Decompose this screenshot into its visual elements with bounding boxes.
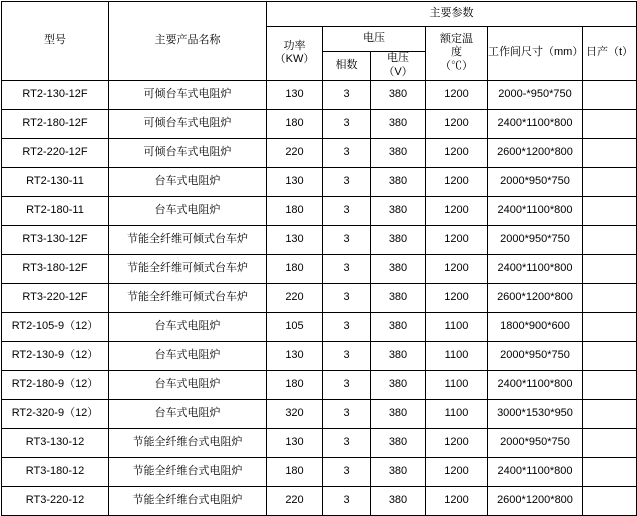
cell-voltage: 380 [371,80,426,109]
cell-voltage: 380 [371,225,426,254]
cell-phase: 3 [323,109,371,138]
cell-work-size: 2400*1100*800 [488,370,583,399]
table-row [2,457,637,486]
cell-work-size: 3000*1530*950 [488,399,583,428]
cell-daily-output [583,486,637,515]
cell-power: 180 [267,370,323,399]
cell-phase: 3 [323,283,371,312]
table-row [2,341,637,370]
cell-daily-output [583,370,637,399]
cell-daily-output [583,254,637,283]
cell-model: RT2-130-9（12） [2,341,109,370]
cell-phase: 3 [323,370,371,399]
column-header-voltage [371,52,426,81]
cell-product-name: 台车式电阻炉 [109,399,267,428]
cell-product-name: 节能全纤维可倾式台车炉 [109,254,267,283]
column-header-model: 型号 [2,2,109,81]
cell-phase: 3 [323,312,371,341]
column-header-rated-temperature [426,27,488,81]
table-body [2,80,637,515]
cell-model: RT3-130-12F [2,225,109,254]
cell-power: 180 [267,457,323,486]
cell-phase: 3 [323,428,371,457]
cell-daily-output [583,138,637,167]
table-row [2,254,637,283]
column-header-power [267,27,323,81]
column-header-voltage-group: 电压 [323,27,426,52]
table-row [2,370,637,399]
cell-daily-output [583,399,637,428]
table-row [2,428,637,457]
cell-product-name: 可倾台车式电阻炉 [109,138,267,167]
cell-product-name: 节能全纤维台式电阻炉 [109,486,267,515]
cell-temperature: 1200 [426,167,488,196]
cell-power: 180 [267,254,323,283]
cell-voltage: 380 [371,138,426,167]
cell-temperature: 1200 [426,428,488,457]
cell-voltage: 380 [371,283,426,312]
cell-voltage: 380 [371,312,426,341]
cell-daily-output [583,283,637,312]
table-row [2,167,637,196]
table-row [2,486,637,515]
table-row [2,312,637,341]
cell-voltage: 380 [371,370,426,399]
cell-model: RT3-220-12F [2,283,109,312]
cell-model: RT2-130-12F [2,80,109,109]
column-header-temp-line1: 额定温 [440,32,473,45]
cell-power: 130 [267,341,323,370]
column-header-power-line1: 功率 [283,39,306,52]
cell-temperature: 1100 [426,312,488,341]
cell-product-name: 节能全纤维台式电阻炉 [109,457,267,486]
cell-temperature: 1200 [426,225,488,254]
cell-temperature: 1200 [426,109,488,138]
column-header-main-parameters: 主要参数 [267,2,637,27]
cell-phase: 3 [323,196,371,225]
cell-work-size: 2000-*950*750 [488,80,583,109]
cell-work-size: 2400*1100*800 [488,457,583,486]
cell-product-name: 台车式电阻炉 [109,370,267,399]
cell-voltage: 380 [371,428,426,457]
cell-voltage: 380 [371,109,426,138]
cell-product-name: 节能全纤维可倾式台车炉 [109,283,267,312]
cell-work-size: 2600*1200*800 [488,138,583,167]
cell-phase: 3 [323,399,371,428]
table-row [2,225,637,254]
cell-model: RT2-220-12F [2,138,109,167]
cell-power: 130 [267,80,323,109]
cell-phase: 3 [323,254,371,283]
column-header-power-line2: （KW） [274,53,315,66]
cell-daily-output [583,196,637,225]
cell-daily-output [583,312,637,341]
cell-product-name: 可倾台车式电阻炉 [109,80,267,109]
cell-daily-output [583,457,637,486]
cell-work-size: 1800*900*600 [488,312,583,341]
column-header-voltage-line1: 电压 [387,52,409,64]
cell-phase: 3 [323,225,371,254]
cell-product-name: 可倾台车式电阻炉 [109,109,267,138]
cell-work-size: 2600*1200*800 [488,486,583,515]
cell-daily-output [583,225,637,254]
table-row [2,283,637,312]
cell-model: RT3-220-12 [2,486,109,515]
specification-table [1,1,637,516]
cell-voltage: 380 [371,167,426,196]
cell-temperature: 1100 [426,341,488,370]
cell-voltage: 380 [371,196,426,225]
cell-work-size: 2000*950*750 [488,225,583,254]
cell-phase: 3 [323,80,371,109]
cell-voltage: 380 [371,457,426,486]
cell-product-name: 台车式电阻炉 [109,341,267,370]
cell-daily-output [583,167,637,196]
column-header-temp-line3: （℃） [440,60,473,73]
cell-temperature: 1200 [426,254,488,283]
cell-power: 130 [267,428,323,457]
cell-work-size: 2400*1100*800 [488,109,583,138]
cell-power: 220 [267,138,323,167]
cell-power: 220 [267,486,323,515]
table-row [2,80,637,109]
cell-temperature: 1100 [426,370,488,399]
cell-voltage: 380 [371,486,426,515]
cell-model: RT2-130-11 [2,167,109,196]
cell-model: RT2-180-12F [2,109,109,138]
cell-model: RT2-180-9（12） [2,370,109,399]
cell-work-size: 2400*1100*800 [488,254,583,283]
cell-temperature: 1200 [426,486,488,515]
cell-voltage: 380 [371,399,426,428]
cell-work-size: 2600*1200*800 [488,283,583,312]
table-row [2,109,637,138]
cell-phase: 3 [323,341,371,370]
column-header-phase: 相数 [323,52,371,81]
cell-phase: 3 [323,457,371,486]
cell-model: RT2-320-9（12） [2,399,109,428]
cell-product-name: 节能全纤维可倾式台车炉 [109,225,267,254]
table-header [2,2,637,81]
cell-power: 180 [267,109,323,138]
cell-model: RT3-130-12 [2,428,109,457]
cell-temperature: 1100 [426,399,488,428]
column-header-product-name: 主要产品名称 [109,2,267,81]
cell-voltage: 380 [371,341,426,370]
cell-product-name: 台车式电阻炉 [109,196,267,225]
cell-power: 105 [267,312,323,341]
column-header-voltage-line2: （V） [383,65,413,78]
cell-power: 130 [267,225,323,254]
cell-power: 220 [267,283,323,312]
header-row-group [2,2,637,27]
cell-product-name: 节能全纤维台式电阻炉 [109,428,267,457]
cell-phase: 3 [323,486,371,515]
cell-model: RT2-180-11 [2,196,109,225]
cell-power: 130 [267,167,323,196]
cell-work-size: 2000*950*750 [488,428,583,457]
cell-work-size: 2400*1100*800 [488,196,583,225]
cell-temperature: 1200 [426,457,488,486]
cell-product-name: 台车式电阻炉 [109,312,267,341]
column-header-daily-output: 日产（t） [583,27,637,81]
cell-daily-output [583,341,637,370]
cell-power: 320 [267,399,323,428]
cell-temperature: 1200 [426,283,488,312]
cell-phase: 3 [323,167,371,196]
cell-power: 180 [267,196,323,225]
cell-phase: 3 [323,138,371,167]
table-row [2,138,637,167]
cell-model: RT2-105-9（12） [2,312,109,341]
cell-voltage: 380 [371,254,426,283]
cell-temperature: 1200 [426,80,488,109]
cell-temperature: 1200 [426,138,488,167]
table-row [2,399,637,428]
cell-model: RT3-180-12 [2,457,109,486]
cell-model: RT3-180-12F [2,254,109,283]
column-header-work-size: 工作间尺寸（mm） [488,27,583,81]
cell-daily-output [583,428,637,457]
cell-work-size: 2000*950*750 [488,167,583,196]
table-row [2,196,637,225]
column-header-temp-line2: 度 [451,46,462,59]
cell-work-size: 2000*950*750 [488,341,583,370]
cell-daily-output [583,80,637,109]
cell-daily-output [583,109,637,138]
cell-product-name: 台车式电阻炉 [109,167,267,196]
cell-temperature: 1200 [426,196,488,225]
